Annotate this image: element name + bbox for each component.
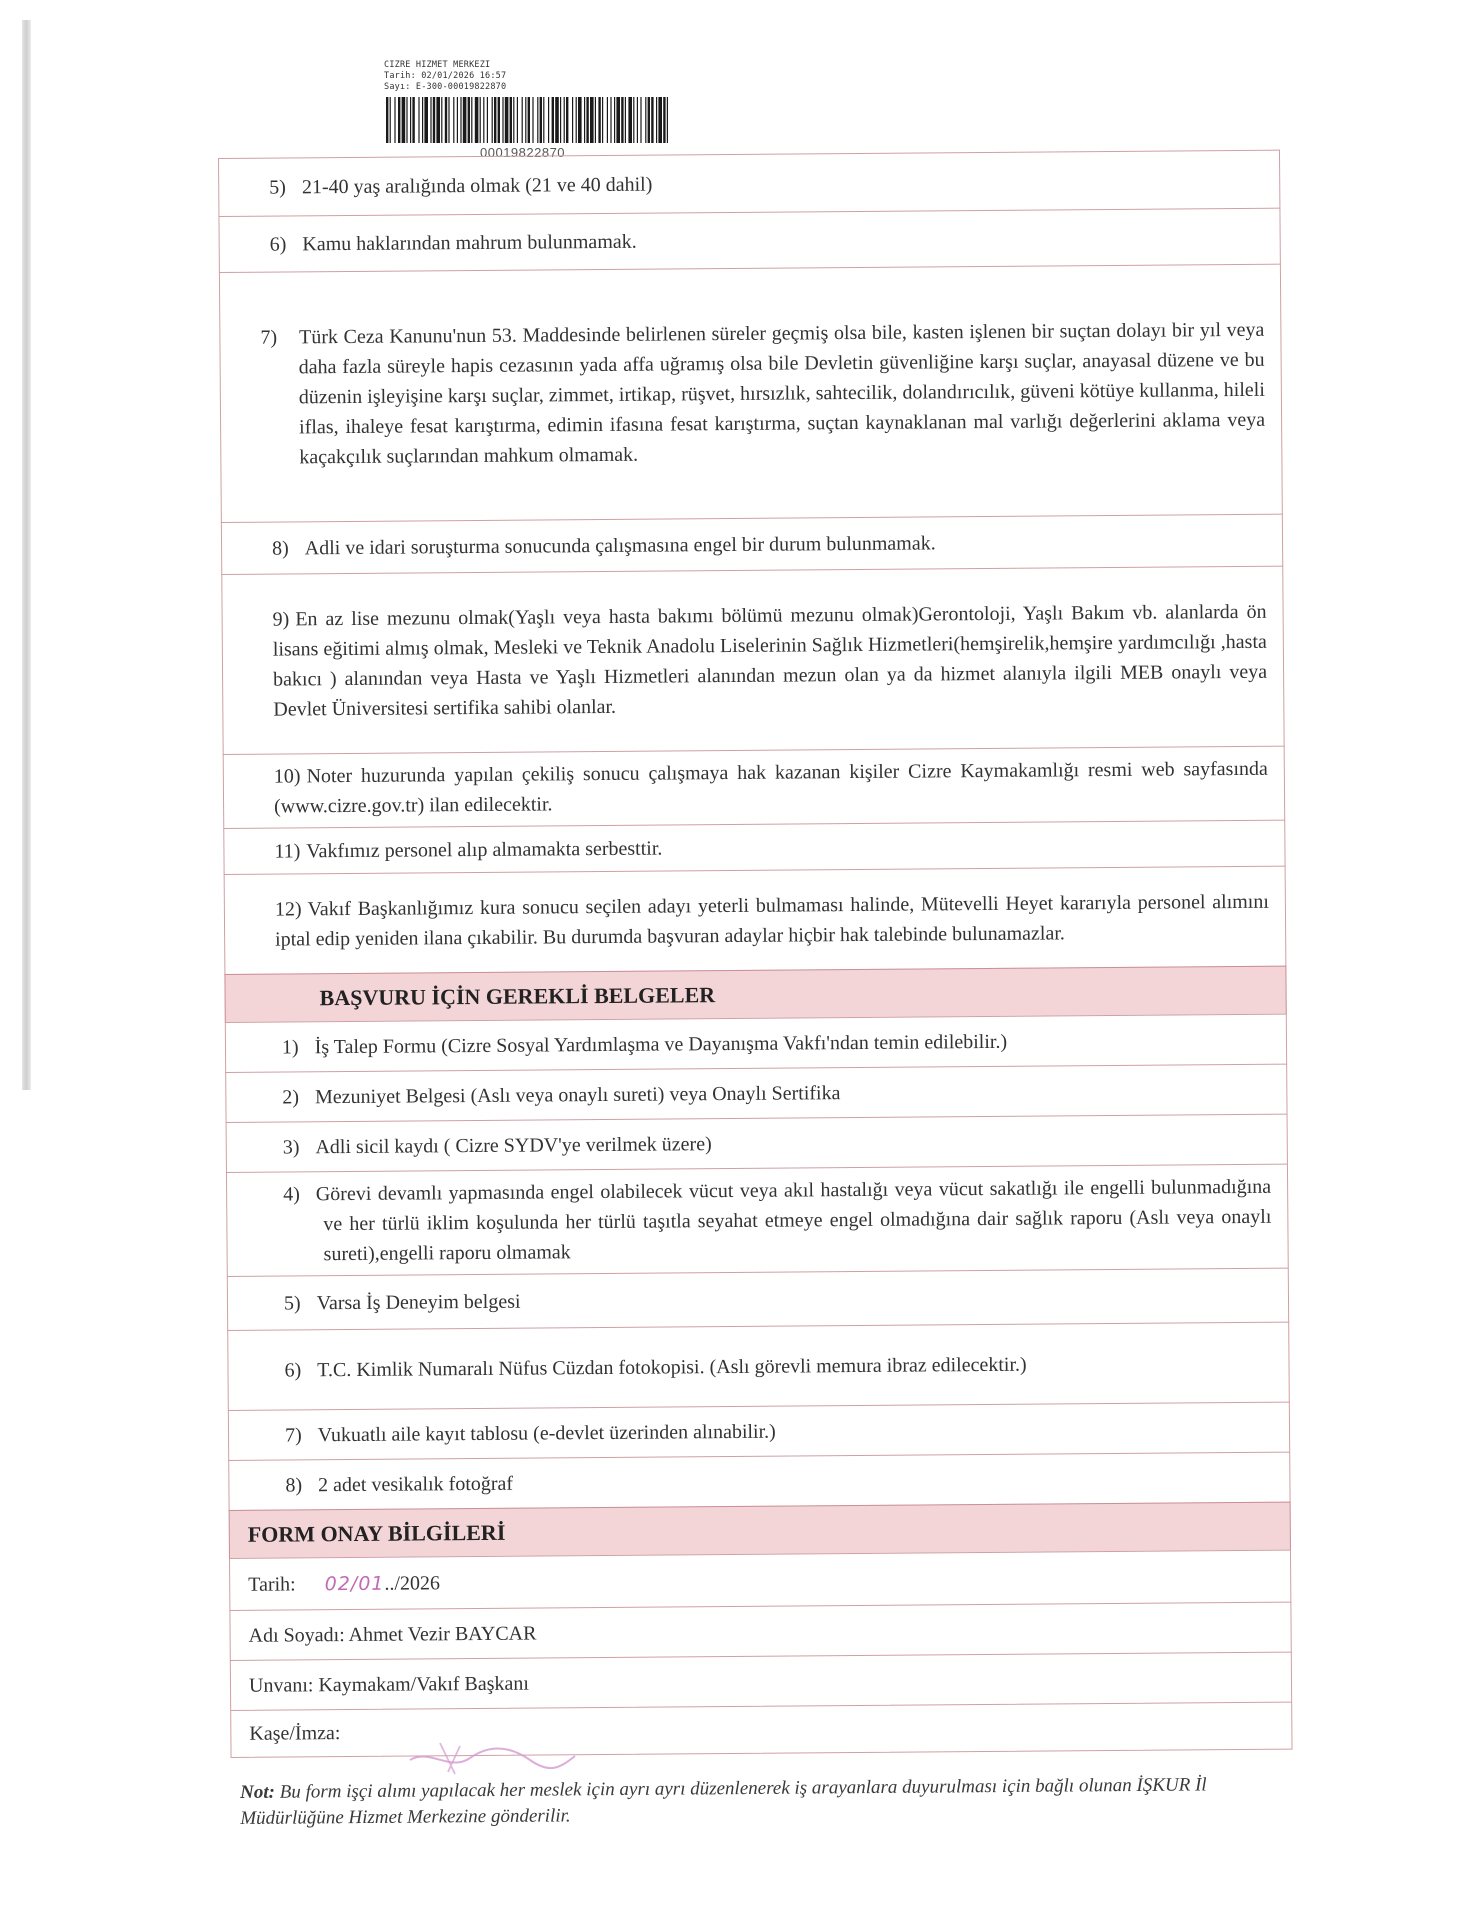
barcode-bar: [610, 97, 611, 143]
barcode-bar: [430, 97, 431, 143]
note-label: Not:: [240, 1781, 276, 1803]
barcode-bar: [402, 97, 406, 143]
document-stamp: [384, 60, 674, 160]
barcode: [384, 97, 674, 143]
barcode-bar: [475, 97, 479, 143]
barcode-bar: [602, 97, 603, 143]
barcode-bar: [445, 97, 447, 143]
barcode-bar: [453, 97, 454, 143]
handwritten-date: 02/01: [324, 1572, 385, 1595]
requirements-form: [218, 150, 1293, 1758]
barcode-bar: [537, 97, 538, 143]
document-row-4: 4) Görevi devamlı yapmasında engel olabilecek vücut veya akıl hastalığı veya vücut sakatlığı ile engelli bulunmadığına ve her türlü iklim koşulunda her türlü taşıtla seyahat etmeye engel olmadığına dair sağlık raporu (Aslı veya onaylı sureti),engelli raporu olmamak: [226, 1164, 1289, 1276]
barcode-bar: [595, 97, 596, 143]
document-row-3: 3) Adli sicil kaydı ( Cizre SYDV'ye verilmek üzere): [226, 1114, 1288, 1172]
barcode-bar: [532, 97, 533, 143]
barcode-number: 00019822870: [480, 145, 566, 160]
barcode-bar: [448, 97, 449, 143]
barcode-bar: [468, 97, 470, 143]
barcode-bar: [418, 97, 419, 143]
barcode-bar: [522, 97, 523, 143]
barcode-bar: [640, 97, 641, 143]
barcode-bar: [424, 97, 428, 143]
documents-section-header: BAŞVURU İÇİN GEREKLİ BELGELER: [224, 966, 1286, 1022]
barcode-bar: [471, 97, 472, 143]
barcode-bar: [498, 97, 500, 143]
barcode-bar: [598, 97, 600, 143]
barcode-bar: [584, 97, 585, 143]
requirement-row-11: 11) Vakfımız personel alıp almamakta serbesttir.: [223, 820, 1285, 874]
barcode-bar: [436, 97, 440, 143]
title-value: Kaymakam/Vakıf Başkanı: [318, 1672, 530, 1696]
approval-date-row: [229, 1550, 1291, 1610]
approval-signature-row: [230, 1702, 1292, 1758]
barcode-bar: [548, 97, 549, 143]
footnote: [240, 1772, 1280, 1832]
barcode-bar: [658, 97, 662, 143]
barcode-bar: [625, 97, 626, 143]
date-year: ../2026: [384, 1571, 441, 1595]
barcode-bar: [667, 97, 668, 143]
stamp-date: Tarih: 02/01/2026 16:57: [384, 71, 507, 81]
barcode-bar: [566, 97, 568, 143]
stamp-office: CIZRE HIZMET MERKEZI: [384, 60, 491, 70]
barcode-bar: [586, 97, 588, 143]
barcode-bar: [651, 97, 653, 143]
signature-scribble: [400, 1738, 580, 1778]
date-label: Tarih:: [248, 1572, 296, 1596]
document-row-6: 6) T.C. Kimlik Numaralı Nüfus Cüzdan fotokopisi. (Aslı görevli memura ibraz edilecektir.): [227, 1322, 1290, 1410]
barcode-bar: [648, 97, 650, 143]
name-label: Adı Soyadı:: [248, 1623, 345, 1647]
barcode-bar: [528, 97, 530, 143]
barcode-bar: [480, 97, 481, 143]
barcode-bar: [487, 97, 488, 143]
barcode-bar: [412, 97, 414, 143]
approval-section-header: FORM ONAY BİLGİLERİ: [229, 1502, 1291, 1558]
name-value: Ahmet Vezir BAYCAR: [348, 1622, 537, 1646]
barcode-bar: [590, 97, 594, 143]
barcode-bar: [386, 97, 388, 143]
barcode-bar: [457, 97, 458, 143]
barcode-bar: [517, 97, 518, 143]
barcode-bar: [637, 97, 638, 143]
barcode-bar: [494, 97, 496, 143]
document-row-2: 2) Mezuniyet Belgesi (Aslı veya onaylı sureti) veya Onaylı Sertifika: [225, 1064, 1287, 1122]
barcode-bar: [525, 97, 526, 143]
barcode-bar: [656, 97, 657, 143]
requirement-row-9: 9) En az lise mezunu olmak(Yaşlı veya hasta bakımı bölümü mezunu olmak)Gerontoloji, Yaşlı Bakım vb. alanlarda ön lisans eğitimi almış olmak, Mesleki ve Teknik Anadolu Liselerinin Sağlık Hizmetleri(hemşirelik,hemşire yardımcılığı ,hasta bakıcı ) alanından veya Hasta ve Yaşlı Hizmetleri alanından mezun olan ya da hizmet alanıyla ilgili MEB onaylı veya Devlet Üniversitesi sertifika sahibi olanlar.: [221, 566, 1284, 754]
barcode-bar: [505, 97, 509, 143]
barcode-bar: [483, 97, 484, 143]
barcode-bar: [410, 97, 411, 143]
barcode-bar: [616, 97, 620, 143]
barcode-bar: [433, 97, 435, 143]
barcode-bar: [390, 97, 391, 143]
barcode-bar: [560, 97, 561, 143]
barcode-bar: [552, 97, 554, 143]
document-row-8: 8) 2 adet vesikalık fotoğraf: [228, 1452, 1290, 1510]
barcode-bar: [398, 97, 400, 143]
barcode-bar: [555, 97, 559, 143]
barcode-bar: [502, 97, 503, 143]
barcode-bar: [441, 97, 442, 143]
requirement-row-12: 12) Vakıf Başkanlığımız kura sonucu seçilen adayı yeterli bulmaması halinde, Mütevelli Heyet kararıyla personel alımını iptal edip yeniden ilana çıkabilir. Bu durumda başvuran adaylar hiçbir hak talebinde bulunamazlar.: [224, 866, 1287, 974]
stamp-signature-label: Kaşe/İmza:: [249, 1722, 341, 1745]
barcode-bar: [394, 97, 395, 143]
barcode-bar: [460, 97, 461, 143]
barcode-bar: [663, 97, 665, 143]
barcode-bar: [578, 97, 582, 143]
barcode-bar: [513, 97, 514, 143]
barcode-bar: [576, 97, 577, 143]
barcode-bar: [406, 97, 407, 143]
barcode-bar: [633, 97, 634, 143]
approval-title-row: [230, 1652, 1292, 1710]
barcode-bar: [510, 97, 512, 143]
barcode-bar: [543, 97, 544, 143]
barcode-bar: [422, 97, 423, 143]
title-label: Unvanı:: [248, 1673, 314, 1697]
barcode-bar: [492, 97, 493, 143]
barcode-bar: [564, 97, 565, 143]
barcode-bar: [621, 97, 623, 143]
barcode-bar: [614, 97, 615, 143]
requirement-row-5: 5) 21-40 yaş aralığında olmak (21 ve 40 dahil): [218, 150, 1280, 216]
requirement-row-10: 10) Noter huzurunda yapılan çekiliş sonucu çalışmaya hak kazanan kişiler Cizre Kaymakamlığı resmi web sayfasında (www.cizre.gov.tr) ilan edilecektir.: [223, 746, 1286, 828]
scan-edge: [22, 20, 31, 1090]
requirement-row-7: 7) Türk Ceza Kanunu'nun 53. Maddesinde belirlenen süreler geçmiş olsa bile, kasten işlenen bir suçtan dolayı bir yıl veya daha fazla süreyle hapis cezasının yada affa uğramış olsa bile Devletin güvenliğine karşı suçlar, anayasal düzene ve bu düzenin işleyişine karşı suçlar, zimmet, irtikap, rüşvet, hırsızlık, sahtecilik, dolandırıcılık, güveni kötüye kullanma, hileli iflas, ihaleye fesat karıştırma, edimin ifasına fesat karıştırma, suçtan kaynaklanan mal varlığı değerlerini aklama veya kaçakçılık suçlarından mahkum olmamak.: [219, 264, 1283, 522]
barcode-bar: [607, 97, 608, 143]
approval-name-row: [229, 1602, 1291, 1660]
barcode-bar: [628, 97, 632, 143]
document-row-1: 1) İş Talep Formu (Cizre Sosyal Yardımlaşma ve Dayanışma Vakfı'ndan temin edilebilir.): [225, 1014, 1287, 1072]
stamp-number: Sayı: E-300-00019822870: [384, 82, 507, 92]
barcode-bar: [645, 97, 646, 143]
barcode-bar: [572, 97, 573, 143]
barcode-bar: [463, 97, 467, 143]
barcode-bar: [540, 97, 542, 143]
requirement-row-6: 6) Kamu haklarından mahrum bulunmamak.: [218, 208, 1280, 272]
document-row-7: 7) Vukuatlı aile kayıt tablosu (e-devlet üzerinden alınabilir.): [228, 1402, 1290, 1460]
document-row-5: 5) Varsa İş Deneyim belgesi: [227, 1268, 1289, 1330]
note-text: Bu form işçi alımı yapılacak her meslek için ayrı ayrı düzenlenerek iş arayanlara duyurulması için bağlı olunan İŞKUR İl Müdürlüğüne Hizmet Merkezine gönderilir.: [240, 1774, 1207, 1829]
requirement-row-8: 8) Adli ve idari soruşturma sonucunda çalışmasına engel bir durum bulunmamak.: [221, 514, 1283, 574]
